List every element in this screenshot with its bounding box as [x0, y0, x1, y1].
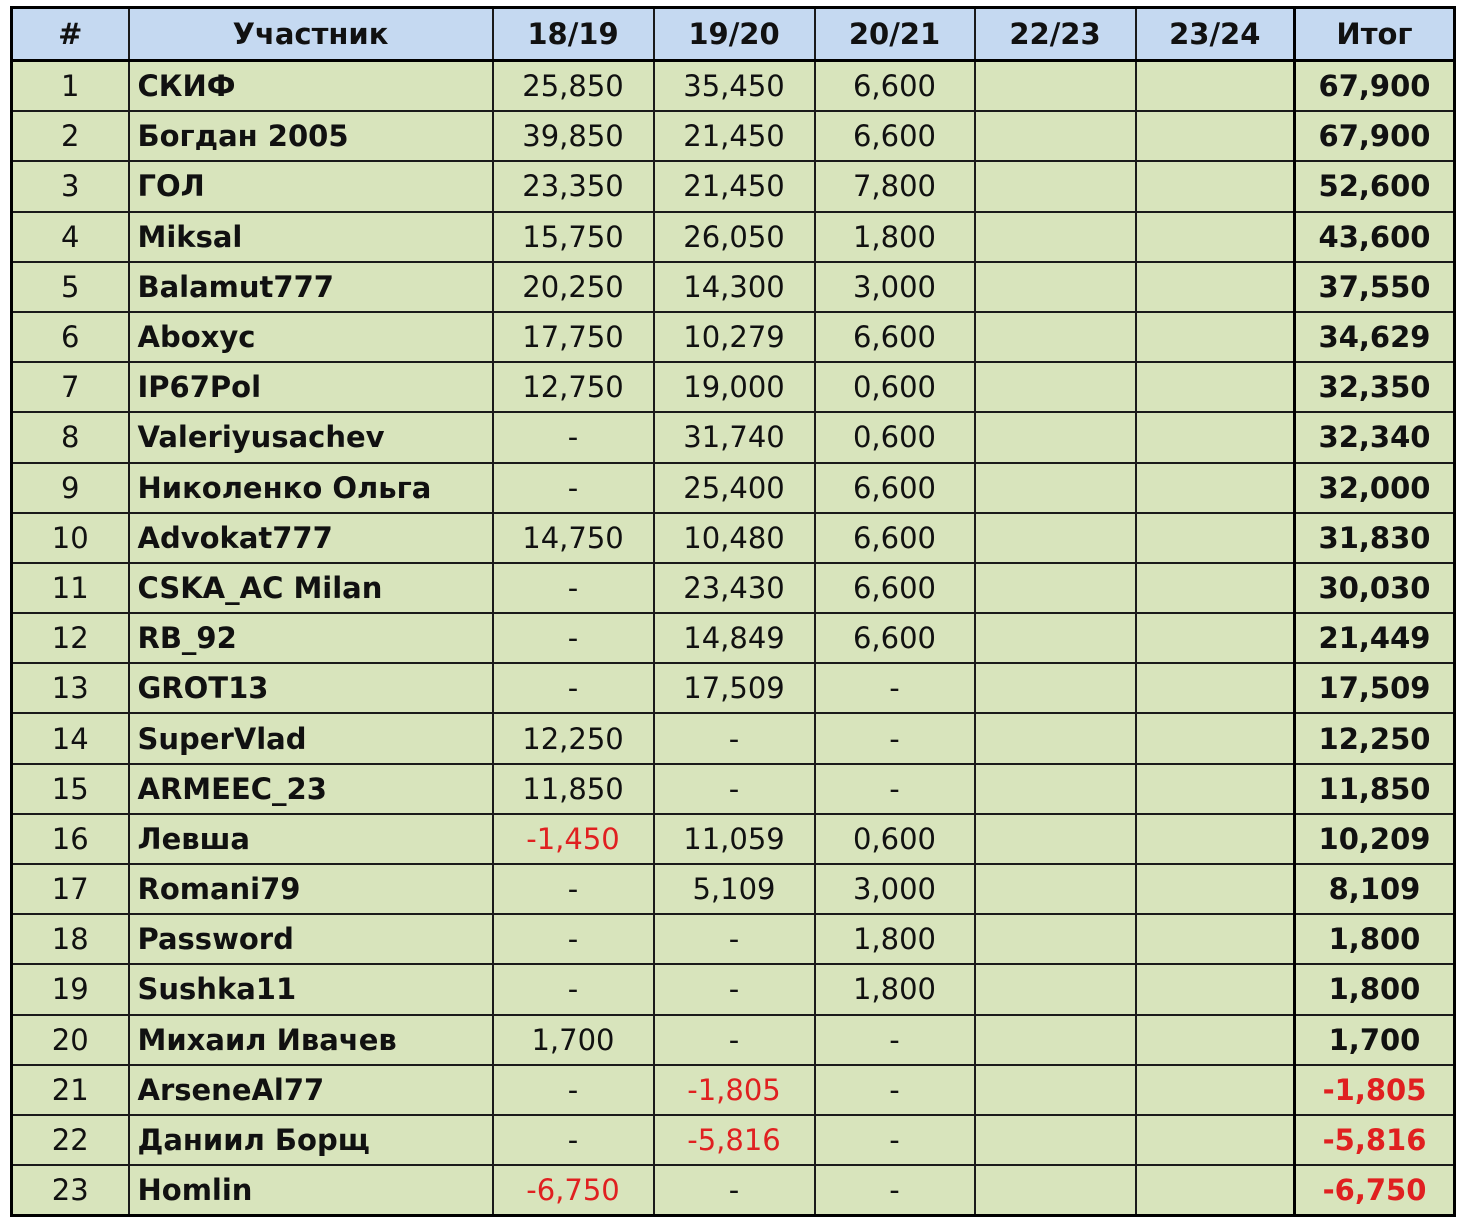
season-22-23-cell — [975, 61, 1136, 112]
total-cell: -1,805 — [1295, 1065, 1455, 1115]
season-20-21-cell: 6,600 — [815, 463, 975, 513]
season-18-19-cell: - — [493, 1115, 654, 1165]
season-23-24-cell — [1136, 764, 1295, 814]
season-22-23-cell — [975, 262, 1136, 312]
season-22-23-cell — [975, 513, 1136, 563]
season-23-24-cell — [1136, 111, 1295, 161]
season-22-23-cell — [975, 111, 1136, 161]
season-23-24-cell — [1136, 463, 1295, 513]
rank-cell: 12 — [12, 613, 129, 663]
season-22-23-cell — [975, 1065, 1136, 1115]
rank-cell: 1 — [12, 61, 129, 112]
season-19-20-cell: - — [654, 713, 815, 763]
season-22-23-cell — [975, 1015, 1136, 1065]
season-22-23-cell — [975, 1165, 1136, 1216]
season-20-21-cell: 0,600 — [815, 362, 975, 412]
table-row — [12, 1165, 1455, 1216]
season-18-19-cell: 25,850 — [493, 61, 654, 112]
season-18-19-cell: - — [493, 563, 654, 613]
total-cell: 34,629 — [1295, 312, 1455, 362]
total-cell: -6,750 — [1295, 1165, 1455, 1216]
season-23-24-cell — [1136, 1165, 1295, 1216]
season-22-23-cell — [975, 764, 1136, 814]
table-row — [12, 914, 1455, 964]
participant-cell: Sushka11 — [129, 964, 493, 1014]
season-18-19-cell: - — [493, 914, 654, 964]
season-22-23-cell — [975, 312, 1136, 362]
rank-cell: 21 — [12, 1065, 129, 1115]
participant-cell: RB_92 — [129, 613, 493, 663]
season-20-21-cell: - — [815, 764, 975, 814]
season-19-20-cell: 17,509 — [654, 663, 815, 713]
season-20-21-cell: - — [815, 1165, 975, 1216]
season-19-20-cell: 14,849 — [654, 613, 815, 663]
season-18-19-cell: 12,750 — [493, 362, 654, 412]
participant-cell: Левша — [129, 814, 493, 864]
season-20-21-cell: 1,800 — [815, 212, 975, 262]
standings-body — [12, 61, 1455, 1216]
participant-cell: CSKA_AC Milan — [129, 563, 493, 613]
season-18-19-cell: -1,450 — [493, 814, 654, 864]
season-22-23-cell — [975, 713, 1136, 763]
season-22-23-cell — [975, 362, 1136, 412]
table-row — [12, 161, 1455, 211]
participant-cell: ГОЛ — [129, 161, 493, 211]
season-20-21-cell: 0,600 — [815, 814, 975, 864]
table-row — [12, 111, 1455, 161]
table-row — [12, 412, 1455, 462]
participant-cell: Valeriyusachev — [129, 412, 493, 462]
season-18-19-cell: 23,350 — [493, 161, 654, 211]
rank-cell: 7 — [12, 362, 129, 412]
rank-cell: 18 — [12, 914, 129, 964]
rank-cell: 15 — [12, 764, 129, 814]
rank-cell: 22 — [12, 1115, 129, 1165]
rank-cell: 20 — [12, 1015, 129, 1065]
season-18-19-cell: 1,700 — [493, 1015, 654, 1065]
header-participant: Участник — [129, 8, 493, 61]
rank-cell: 10 — [12, 513, 129, 563]
table-row — [12, 362, 1455, 412]
season-20-21-cell: 7,800 — [815, 161, 975, 211]
season-20-21-cell: - — [815, 713, 975, 763]
table-row — [12, 613, 1455, 663]
standings-table — [10, 6, 1456, 1217]
season-20-21-cell: 3,000 — [815, 864, 975, 914]
season-23-24-cell — [1136, 563, 1295, 613]
season-19-20-cell: -5,816 — [654, 1115, 815, 1165]
rank-cell: 19 — [12, 964, 129, 1014]
season-19-20-cell: - — [654, 1165, 815, 1216]
total-cell: 32,350 — [1295, 362, 1455, 412]
season-20-21-cell: 6,600 — [815, 312, 975, 362]
participant-cell: Даниил Борщ — [129, 1115, 493, 1165]
season-23-24-cell — [1136, 814, 1295, 864]
header-row — [12, 8, 1455, 61]
table-row — [12, 764, 1455, 814]
table-row — [12, 663, 1455, 713]
season-23-24-cell — [1136, 412, 1295, 462]
season-18-19-cell: 17,750 — [493, 312, 654, 362]
table-row — [12, 713, 1455, 763]
total-cell: 10,209 — [1295, 814, 1455, 864]
rank-cell: 4 — [12, 212, 129, 262]
season-18-19-cell: 39,850 — [493, 111, 654, 161]
season-19-20-cell: 35,450 — [654, 61, 815, 112]
participant-cell: GROT13 — [129, 663, 493, 713]
season-22-23-cell — [975, 864, 1136, 914]
rank-cell: 14 — [12, 713, 129, 763]
table-row — [12, 1015, 1455, 1065]
header-season-18-19: 18/19 — [493, 8, 654, 61]
season-20-21-cell: 0,600 — [815, 412, 975, 462]
participant-cell: Богдан 2005 — [129, 111, 493, 161]
rank-cell: 6 — [12, 312, 129, 362]
participant-cell: Михаил Ивачев — [129, 1015, 493, 1065]
season-23-24-cell — [1136, 613, 1295, 663]
season-19-20-cell: 23,430 — [654, 563, 815, 613]
participant-cell: Homlin — [129, 1165, 493, 1216]
season-19-20-cell: 10,279 — [654, 312, 815, 362]
season-22-23-cell — [975, 964, 1136, 1014]
season-23-24-cell — [1136, 914, 1295, 964]
season-20-21-cell: 1,800 — [815, 964, 975, 1014]
season-23-24-cell — [1136, 1115, 1295, 1165]
season-18-19-cell: 20,250 — [493, 262, 654, 312]
participant-cell: ARMEEC_23 — [129, 764, 493, 814]
season-23-24-cell — [1136, 312, 1295, 362]
rank-cell: 3 — [12, 161, 129, 211]
season-18-19-cell: 11,850 — [493, 764, 654, 814]
header-total: Итог — [1295, 8, 1455, 61]
season-23-24-cell — [1136, 964, 1295, 1014]
table-row — [12, 964, 1455, 1014]
season-18-19-cell: 12,250 — [493, 713, 654, 763]
header-season-20-21: 20/21 — [815, 8, 975, 61]
season-19-20-cell: - — [654, 1015, 815, 1065]
season-19-20-cell: - — [654, 764, 815, 814]
season-20-21-cell: - — [815, 1065, 975, 1115]
season-23-24-cell — [1136, 161, 1295, 211]
season-18-19-cell: - — [493, 964, 654, 1014]
rank-cell: 9 — [12, 463, 129, 513]
season-22-23-cell — [975, 412, 1136, 462]
season-19-20-cell: -1,805 — [654, 1065, 815, 1115]
table-row — [12, 1065, 1455, 1115]
total-cell: 21,449 — [1295, 613, 1455, 663]
season-19-20-cell: 11,059 — [654, 814, 815, 864]
table-row — [12, 312, 1455, 362]
season-19-20-cell: 10,480 — [654, 513, 815, 563]
season-20-21-cell: 6,600 — [815, 61, 975, 112]
season-19-20-cell: 21,450 — [654, 161, 815, 211]
season-19-20-cell: 5,109 — [654, 864, 815, 914]
season-23-24-cell — [1136, 663, 1295, 713]
rank-cell: 2 — [12, 111, 129, 161]
total-cell: 67,900 — [1295, 111, 1455, 161]
total-cell: 31,830 — [1295, 513, 1455, 563]
season-23-24-cell — [1136, 61, 1295, 112]
season-23-24-cell — [1136, 362, 1295, 412]
season-18-19-cell: - — [493, 1065, 654, 1115]
season-19-20-cell: - — [654, 914, 815, 964]
season-20-21-cell: - — [815, 1115, 975, 1165]
total-cell: 43,600 — [1295, 212, 1455, 262]
season-20-21-cell: - — [815, 1015, 975, 1065]
rank-cell: 13 — [12, 663, 129, 713]
participant-cell: Password — [129, 914, 493, 964]
season-19-20-cell: 26,050 — [654, 212, 815, 262]
season-23-24-cell — [1136, 212, 1295, 262]
total-cell: 1,700 — [1295, 1015, 1455, 1065]
season-22-23-cell — [975, 663, 1136, 713]
season-19-20-cell: 25,400 — [654, 463, 815, 513]
season-18-19-cell: - — [493, 463, 654, 513]
season-20-21-cell: 6,600 — [815, 613, 975, 663]
season-23-24-cell — [1136, 1065, 1295, 1115]
season-23-24-cell — [1136, 713, 1295, 763]
season-20-21-cell: - — [815, 663, 975, 713]
table-row — [12, 463, 1455, 513]
season-19-20-cell: 31,740 — [654, 412, 815, 462]
participant-cell: Romani79 — [129, 864, 493, 914]
season-18-19-cell: 15,750 — [493, 212, 654, 262]
season-20-21-cell: 6,600 — [815, 111, 975, 161]
participant-cell: СКИФ — [129, 61, 493, 112]
season-22-23-cell — [975, 1115, 1136, 1165]
total-cell: 32,340 — [1295, 412, 1455, 462]
table-row — [12, 563, 1455, 613]
total-cell: 37,550 — [1295, 262, 1455, 312]
season-22-23-cell — [975, 563, 1136, 613]
season-22-23-cell — [975, 161, 1136, 211]
season-20-21-cell: 1,800 — [815, 914, 975, 964]
participant-cell: Miksal — [129, 212, 493, 262]
table-row — [12, 1115, 1455, 1165]
table-row — [12, 513, 1455, 563]
header-season-23-24: 23/24 — [1136, 8, 1295, 61]
header-season-22-23: 22/23 — [975, 8, 1136, 61]
participant-cell: Balamut777 — [129, 262, 493, 312]
rank-cell: 5 — [12, 262, 129, 312]
participant-cell: IP67Pol — [129, 362, 493, 412]
table-row — [12, 61, 1455, 112]
season-22-23-cell — [975, 814, 1136, 864]
rank-cell: 11 — [12, 563, 129, 613]
table-row — [12, 814, 1455, 864]
season-19-20-cell: - — [654, 964, 815, 1014]
season-18-19-cell: - — [493, 864, 654, 914]
season-18-19-cell: - — [493, 613, 654, 663]
season-23-24-cell — [1136, 1015, 1295, 1065]
total-cell: 32,000 — [1295, 463, 1455, 513]
season-23-24-cell — [1136, 864, 1295, 914]
table-row — [12, 262, 1455, 312]
season-18-19-cell: -6,750 — [493, 1165, 654, 1216]
total-cell: -5,816 — [1295, 1115, 1455, 1165]
total-cell: 52,600 — [1295, 161, 1455, 211]
season-18-19-cell: - — [493, 663, 654, 713]
season-23-24-cell — [1136, 513, 1295, 563]
total-cell: 11,850 — [1295, 764, 1455, 814]
total-cell: 30,030 — [1295, 563, 1455, 613]
season-19-20-cell: 21,450 — [654, 111, 815, 161]
participant-cell: Advokat777 — [129, 513, 493, 563]
table-row — [12, 864, 1455, 914]
season-22-23-cell — [975, 914, 1136, 964]
rank-cell: 8 — [12, 412, 129, 462]
season-20-21-cell: 6,600 — [815, 513, 975, 563]
participant-cell: SuperVlad — [129, 713, 493, 763]
season-22-23-cell — [975, 212, 1136, 262]
total-cell: 17,509 — [1295, 663, 1455, 713]
season-20-21-cell: 6,600 — [815, 563, 975, 613]
total-cell: 12,250 — [1295, 713, 1455, 763]
rank-cell: 23 — [12, 1165, 129, 1216]
header-season-19-20: 19/20 — [654, 8, 815, 61]
rank-cell: 17 — [12, 864, 129, 914]
season-18-19-cell: - — [493, 412, 654, 462]
season-19-20-cell: 19,000 — [654, 362, 815, 412]
table-row — [12, 212, 1455, 262]
season-23-24-cell — [1136, 262, 1295, 312]
header-rank: # — [12, 8, 129, 61]
total-cell: 8,109 — [1295, 864, 1455, 914]
total-cell: 1,800 — [1295, 914, 1455, 964]
participant-cell: Николенко Ольга — [129, 463, 493, 513]
total-cell: 67,900 — [1295, 61, 1455, 112]
participant-cell: Aboxyc — [129, 312, 493, 362]
season-19-20-cell: 14,300 — [654, 262, 815, 312]
total-cell: 1,800 — [1295, 964, 1455, 1014]
rank-cell: 16 — [12, 814, 129, 864]
season-20-21-cell: 3,000 — [815, 262, 975, 312]
season-22-23-cell — [975, 613, 1136, 663]
season-18-19-cell: 14,750 — [493, 513, 654, 563]
participant-cell: ArseneAl77 — [129, 1065, 493, 1115]
season-22-23-cell — [975, 463, 1136, 513]
